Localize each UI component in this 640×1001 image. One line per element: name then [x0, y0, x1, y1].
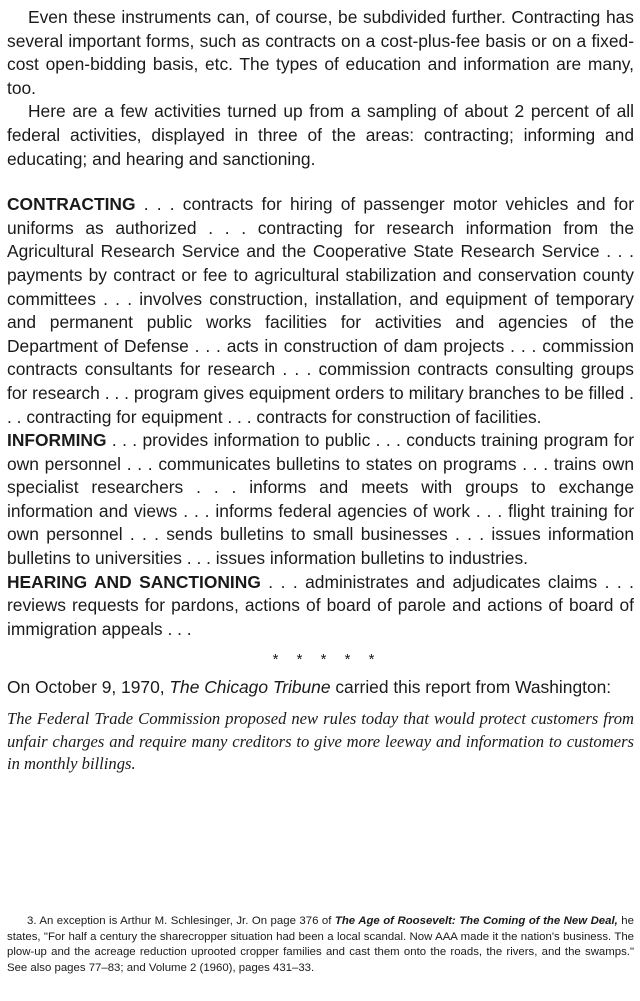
footnote-part-1: 3. An exception is Arthur M. Schlesinger, Jr. On page 376 of — [27, 915, 335, 927]
report-lead-before: On October 9, 1970, — [7, 677, 170, 698]
report-lead-after: carried this report from Washington: — [330, 677, 612, 698]
contracting-text: . . . contracts for hiring of passenger motor vehicles and for uniforms as authorized . . . contracting for research information from the Agricultural Research Service and the Cooperative State Research Service . . . payments by contract or fee to agricultural stabilization and conservation county committees . . . involves construction, installation, and equipment of temporary and permanent public works facilities for activities and agencies of the Department of Defense . . . acts in construction of dam projects . . . commission contracts consultants for research . . . commission contracts consulting groups for research . . . program gives equipment orders to military branches to be filled . . . contracting for equipment . . . contracts for construction of facilities. — [7, 194, 634, 427]
intro-paragraph-2: Here are a few activities turned up from a sampling of about 2 percent of all federal activities, displayed in three of the areas: contracting; informing and educating; and hearing and sanctioning. — [7, 101, 634, 169]
contracting-paragraph — [7, 193, 634, 429]
intro-block — [7, 6, 634, 171]
informing-heading: INFORMING — [7, 430, 107, 451]
intro-paragraph-1: Even these instruments can, of course, be subdivided further. Contracting has several important forms, such as contracts on a cost-plus-fee basis or on a fixed-cost open-bidding basis, etc. The types of education and information are many, too. — [7, 7, 634, 98]
informing-text: . . . provides information to public . . . conducts training program for own personnel . . . communicates bulletins to states on programs . . . trains own specialist researchers . . . informs and meets with groups to exchange information and views . . . informs federal agencies of work . . . flight training for own personnel . . . sends bulletins to small businesses . . . issues information bulletins to universities . . . issues information bulletins to industries. — [7, 430, 634, 569]
footnote-book-title: The Age of Roosevelt: The Coming of the New Deal, — [334, 915, 618, 927]
tribune-quote: The Federal Trade Commission proposed new rules today that would protect customers from unfair charges and require many creditors to give more leeway and information to customers in monthly billings. — [7, 709, 634, 774]
hearing-paragraph — [7, 571, 634, 642]
hearing-text: . . . administrates and adjudicates claims . . . reviews requests for pardons, actions of board of parole and actions of board of immigration appeals . . . — [7, 571, 635, 639]
contracting-heading: CONTRACTING — [7, 194, 136, 215]
activities-list — [7, 193, 634, 641]
footnote — [7, 914, 634, 976]
hearing-heading: HEARING AND SANCTIONING — [7, 571, 261, 592]
report-block — [7, 676, 634, 700]
report-lead — [7, 676, 634, 700]
informing-paragraph — [7, 429, 634, 571]
footnote-part-2: he states, "For half a century the sharecropper situation had been a local scandal. Now AAA made it the nation's business. The plow-up and the acreage reduction uprooted cropper families and cast them onto the roads, the rivers, and the swamps." See also pages 77–83; and Volume 2 (1960), pages 431–33. — [7, 915, 634, 974]
section-gap — [7, 171, 634, 193]
section-separator: * * * * * — [272, 651, 375, 669]
publication-title: The Chicago Tribune — [169, 677, 331, 698]
